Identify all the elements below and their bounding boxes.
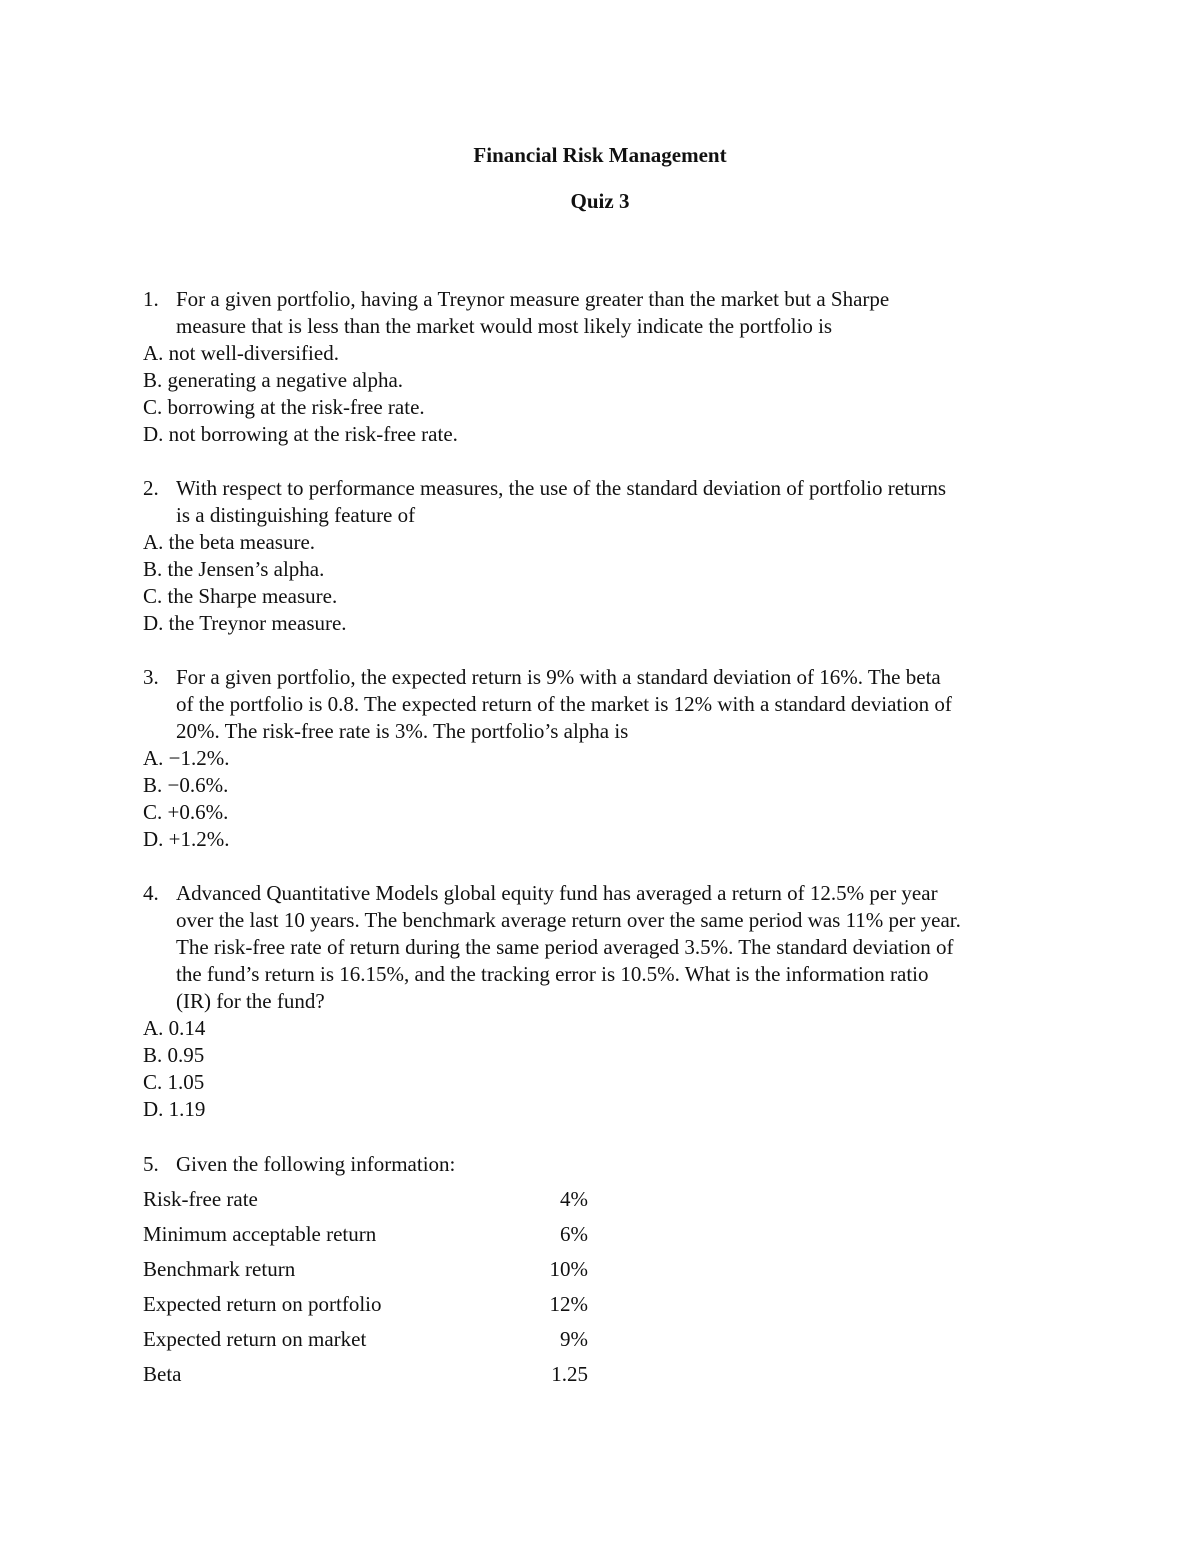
question-text-line: The risk-free rate of return during the same period averaged 3.5%. The standard deviation of (176, 935, 954, 959)
question-text-line: For a given portfolio, the expected return is 9% with a standard deviation of 16%. The beta (176, 665, 941, 689)
table-row-label: Beta (143, 1362, 182, 1386)
question-text-line: 20%. The risk-free rate is 3%. The portfolio’s alpha is (176, 719, 629, 743)
answer-option: D. not borrowing at the risk-free rate. (143, 422, 458, 446)
answer-option: A. 0.14 (143, 1016, 206, 1040)
question-number: 2. (143, 476, 159, 500)
table-row-label: Minimum acceptable return (143, 1222, 377, 1246)
table-row-label: Expected return on portfolio (143, 1292, 382, 1316)
question-number: 1. (143, 287, 159, 311)
answer-option: C. +0.6%. (143, 800, 229, 824)
table-row-value: 9% (560, 1327, 588, 1351)
answer-option: C. borrowing at the risk-free rate. (143, 395, 425, 419)
table-row-value: 10% (549, 1257, 588, 1281)
question-text-line: is a distinguishing feature of (176, 503, 416, 527)
question-text-line: over the last 10 years. The benchmark average return over the same period was 11% per year. (176, 908, 961, 932)
answer-option: B. generating a negative alpha. (143, 368, 404, 392)
table-row-label: Risk-free rate (143, 1187, 258, 1211)
answer-option: D. +1.2%. (143, 827, 230, 851)
answer-option: C. the Sharpe measure. (143, 584, 338, 608)
question-number: 5. (143, 1152, 159, 1176)
question-text-line: of the portfolio is 0.8. The expected return of the market is 12% with a standard deviation of (176, 692, 952, 716)
table-row-label: Benchmark return (143, 1257, 296, 1281)
question-text-line: Given the following information: (176, 1152, 456, 1176)
question-text-line: the fund’s return is 16.15%, and the tracking error is 10.5%. What is the information ratio (176, 962, 929, 986)
answer-option: A. not well-diversified. (143, 341, 339, 365)
question-text-line: measure that is less than the market would most likely indicate the portfolio is (176, 314, 833, 338)
table-row-value: 4% (560, 1187, 588, 1211)
answer-option: A. −1.2%. (143, 746, 230, 770)
page-subtitle: Quiz 3 (570, 189, 630, 213)
question-text-line: For a given portfolio, having a Treynor measure greater than the market but a Sharpe (176, 287, 890, 311)
answer-option: B. 0.95 (143, 1043, 205, 1067)
question-number: 3. (143, 665, 159, 689)
answer-option: B. −0.6%. (143, 773, 229, 797)
table-row-label: Expected return on market (143, 1327, 367, 1351)
answer-option: A. the beta measure. (143, 530, 316, 554)
question-text-line: With respect to performance measures, the use of the standard deviation of portfolio returns (176, 476, 947, 500)
answer-option: D. the Treynor measure. (143, 611, 347, 635)
answer-option: C. 1.05 (143, 1070, 205, 1094)
answer-option: B. the Jensen’s alpha. (143, 557, 325, 581)
table-row-value: 1.25 (551, 1362, 588, 1386)
table-row-value: 12% (549, 1292, 588, 1316)
answer-option: D. 1.19 (143, 1097, 206, 1121)
table-row-value: 6% (560, 1222, 588, 1246)
question-number: 4. (143, 881, 159, 905)
question-text-line: Advanced Quantitative Models global equity fund has averaged a return of 12.5% per year (176, 881, 938, 905)
question-text-line: (IR) for the fund? (176, 989, 325, 1013)
page-title: Financial Risk Management (473, 143, 727, 167)
